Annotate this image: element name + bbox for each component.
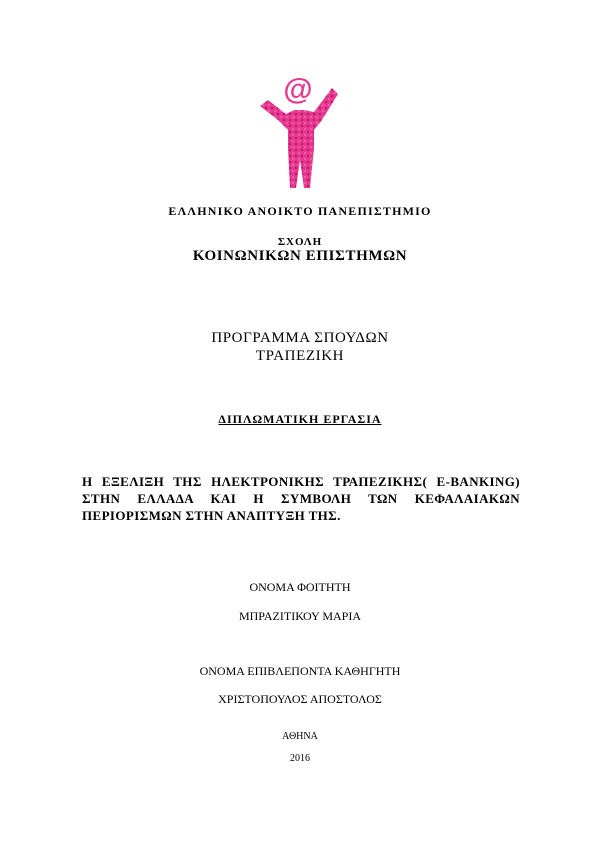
student-name: ΜΠΡΑΖΙΤΙΚΟΥ ΜΑΡΙΑ [238, 609, 362, 623]
supervisor-label: ΟΝΟΜΑ ΕΠΙΒΛΕΠΟΝΤΑ ΚΑΘΗΓΗΤΗ [199, 664, 401, 678]
school-label: ΣΧΟΛΗ [277, 236, 323, 248]
thesis-title: Η ΕΞΕΛΙΞΗ ΤΗΣ ΗΛΕΚΤΡΟΝΙΚΗΣ ΤΡΑΠΕΖΙΚΗΣ( E-BANKING) ΣΤΗΝ ΕΛΛΑΔΑ ΚΑΙ Η ΣΥΜΒΟΛΗ ΤΩΝ ΚΕΦΑΛΑΙΑΚΩΝ ΠΕΡΙΟΡΙΣΜΩΝ ΣΤΗΝ ΑΝΑΠΤΥΞΗ ΤΗΣ. [82, 474, 520, 523]
university-logo [258, 70, 338, 190]
student-label: ΟΝΟΜΑ ΦΟΙΤΗΤΗ [249, 580, 351, 594]
program-name: ΤΡΑΠΕΖΙΚΗ [255, 348, 345, 364]
program-label: ΠΡΟΓΡΑΜΜΑ ΣΠΟΥΔΩΝ [211, 330, 389, 346]
year: 2016 [290, 753, 310, 764]
thesis-type-heading: ΔΙΠΛΩΜΑΤΙΚΗ ΕΡΓΑΣΙΑ [218, 412, 382, 426]
university-name: ΕΛΛΗΝΙΚΟ ΑΝΟΙΚΤΟ ΠΑΝΕΠΙΣΤΗΜΙΟ [168, 204, 432, 218]
at-symbol-icon: @ [283, 73, 313, 106]
supervisor-name: ΧΡΙΣΤΟΠΟΥΛΟΣ ΑΠΟΣΤΟΛΟΣ [218, 692, 382, 706]
faculty-name: ΚΟΙΝΩΝΙΚΩΝ ΕΠΙΣΤΗΜΩΝ [192, 248, 408, 264]
city: ΑΘΗΝΑ [282, 731, 318, 742]
